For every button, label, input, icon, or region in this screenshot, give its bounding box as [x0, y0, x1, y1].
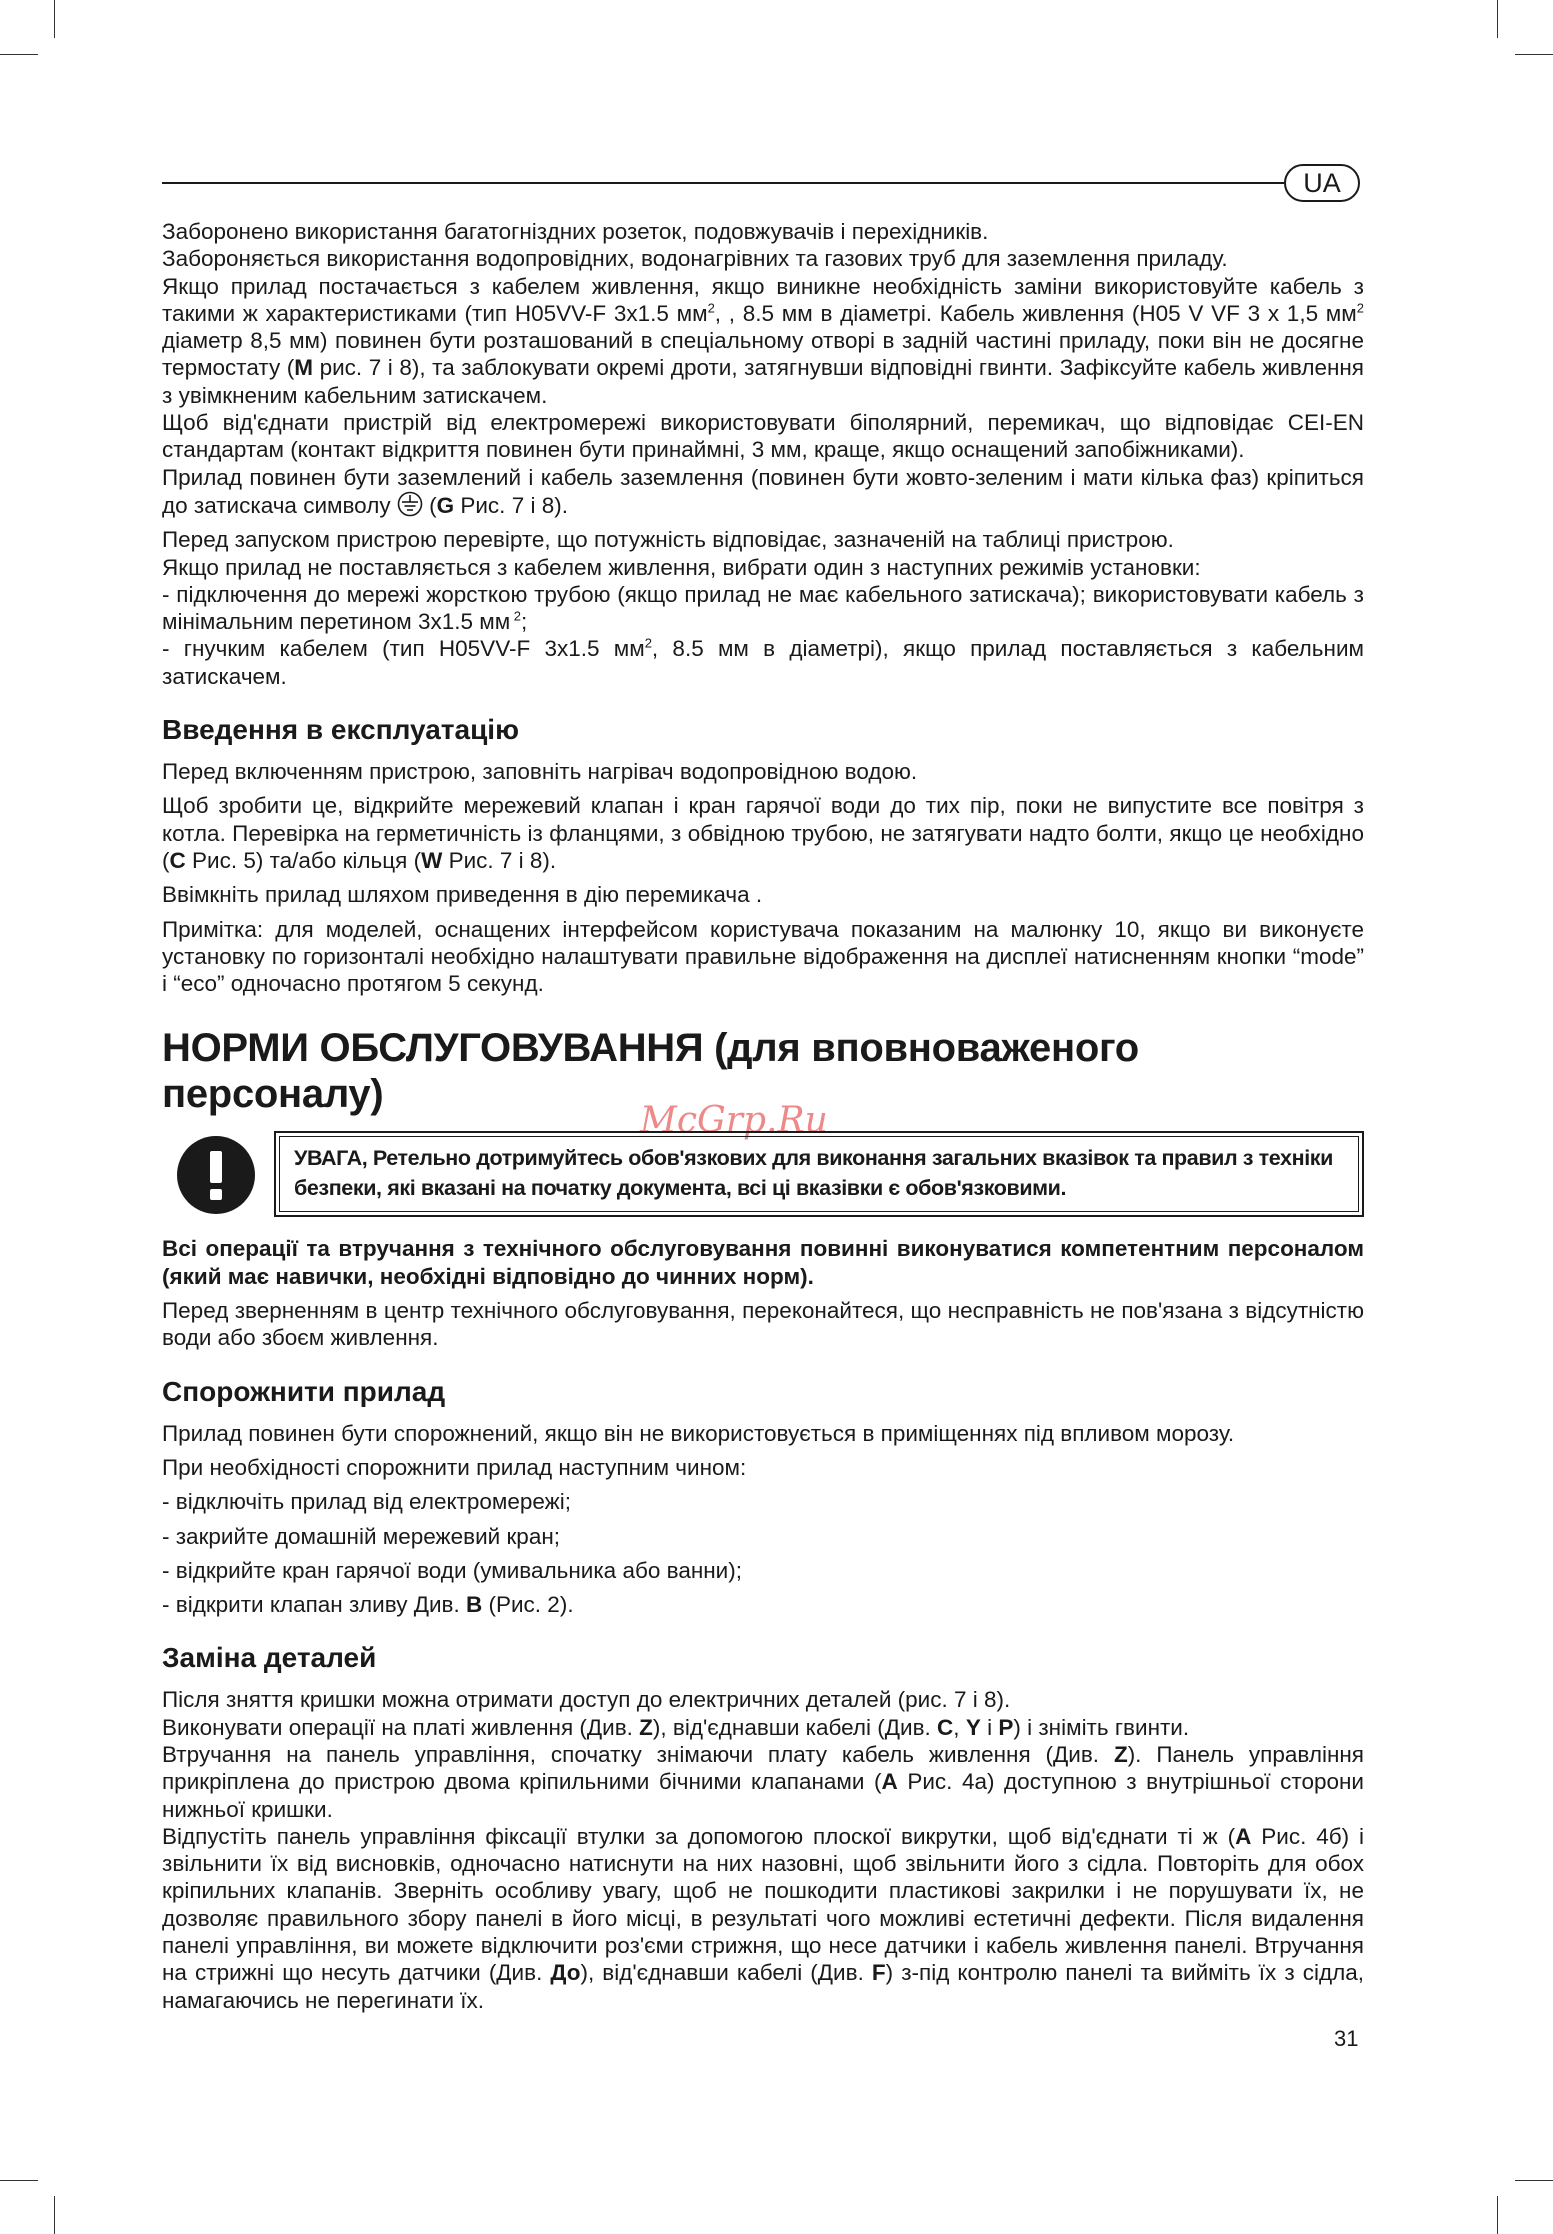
paragraph: Заборонено використання багатогніздних розеток, подовжувачів і перехідників.	[162, 219, 989, 244]
warning-box	[274, 1131, 1364, 1217]
list-item: - відключіть прилад від електромережі;	[162, 1489, 571, 1515]
crop-mark	[54, 2196, 55, 2234]
exclamation-warning-icon	[176, 1135, 256, 1215]
language-badge: UA	[1284, 164, 1360, 202]
paragraph: Якщо прилад постачається з кабелем живлення, якщо виникне необхідність заміни використовуйте кабель з такими ж характеристиками (тип H05VV-F 3x1.5 $мм^2$, , 8.5 мм в діаметрі. Кабель живлення (H05 V VF 3 x 1,5 $мм^2$ діаметр 8,5 мм) повинен бути розташований в спеціальному отворі в задній частині приладу, поки він не досягне термостату (M рис. 7 і 8), та заблокувати окремі дроти, затягнувши відповідні гвинти. Зафіксуйте кабель живлення з увімкненим кабельним затискачем.	[162, 273, 1364, 408]
page-content	[162, 218, 1364, 2014]
crop-mark	[0, 54, 38, 55]
crop-mark	[54, 0, 55, 38]
section-heading: Спорожнити прилад	[162, 1375, 446, 1407]
paragraph: Втручання на панель управління, спочатку знімаючи плату кабель живлення (Див. Z). Панель управління прикріплена до пристрою двома кріпильними бічними клапанами (A Рис. 4a) доступною з внутрішньої сторони нижньої кришки.	[162, 1741, 1364, 1822]
paragraph: Щоб від'єднати пристрій від електромережі використовувати біполярний, перемикач, що відповідає CEI-EN стандартам (контакт відкриття повинен бути принаймні, 3 мм, краще, якщо оснащений запобіжниками).	[162, 410, 1364, 463]
paragraph: Якщо прилад не поставляється з кабелем живлення, вибрати один з наступних режимів установки:	[162, 554, 1201, 580]
section-heading: Введення в експлуатацію	[162, 714, 519, 746]
paragraph: Щоб зробити це, відкрийте мережевий клапан і кран гарячої води до тих пір, поки не випустите все повітря з котла. Перевірка на герметичність із фланцями, з обвідною трубою, не затягувати надто болти, якщо це необхідно (C Рис. 5) та/або кільця (W Рис. 7 і 8).	[162, 793, 1364, 873]
paragraph: Відпустіть панель управління фіксації втулки за допомогою плоскої викрутки, щоб від'єднати ті ж (A Рис. 4б) і звільнити їх від висновків, одночасно натиснути на них назовні, щоб звільнити його з сідла. Повторіть для обох кріпильних клапанів. Зверніть особливу увагу, щоб не пошкодити пластикові закрилки і не порушувати їх, не дозволяє правильного збору панелі в його місці, в результаті чого можливі естетичні дефекти. Після видалення панелі управління, ви можете відключити роз'єми стрижня, що несе датчики і кабель живлення панелі. Втручання на стрижні що несуть датчики (Див. До), від'єднавши кабелі (Див. F) з-під контролю панелі та вийміть їх з сідла, намагаючись не перегинати їх.	[162, 1823, 1364, 2013]
paragraph: Забороняється використання водопровідних, водонагрівних та газових труб для заземлення приладу.	[162, 246, 1228, 272]
list-item: - закрийте домашній мережевий кран;	[162, 1523, 561, 1549]
crop-mark	[0, 2180, 38, 2181]
crop-mark	[1497, 2196, 1498, 2234]
list-item: - відкрити клапан зливу Див. B (Рис. 2).	[162, 1592, 574, 1618]
paragraph: Прилад повинен бути заземлений і кабель заземлення (повинен бути жовто-зеленим і мати кілька фаз) кріпиться до затискача символу (G Рис. 7 і 8).	[162, 464, 1364, 518]
paragraph: Ввімкніть прилад шляхом приведення в дію перемикача .	[162, 882, 763, 908]
paragraph: Виконувати операції на платі живлення (Див. Z), від'єднавши кабелі (Див. C, Y і P) і зніміть гвинти.	[162, 1714, 1190, 1740]
bold-paragraph: Всі операції та втручання з технічного обслуговування повинні виконуватися компетентним персоналом (який має навички, необхідні відповідно до чинних норм).	[162, 1236, 1364, 1289]
paragraph: Після зняття кришки можна отримати доступ до електричних деталей (рис. 7 і 8).	[162, 1687, 1011, 1713]
watermark: McGrp.Ru	[640, 1100, 828, 1141]
paragraph: Прилад повинен бути спорожнений, якщо він не використовується в приміщеннях під впливом морозу.	[162, 1420, 1235, 1446]
ground-symbol-icon	[397, 491, 423, 517]
crop-mark	[1515, 2180, 1553, 2181]
warning-text: УВАГА, Ретельно дотримуйтесь обов'язкових для виконання загальних вказівок та правил з техніки безпеки, які вказані на початку документа, всі ці вказівки є обов'язковими.	[279, 1136, 1359, 1212]
paragraph: Перед зверненням в центр технічного обслуговування, переконайтеся, що несправність не пов'язана з відсутністю води або збоєм живлення.	[162, 1298, 1364, 1351]
paragraph: - гнучким кабелем (тип H05VV-F 3x1.5 $мм^2$, 8.5 мм в діаметрі), якщо прилад поставляється з кабельним затискачем.	[162, 635, 1364, 689]
paragraph: При необхідності спорожнити прилад наступним чином:	[162, 1454, 747, 1480]
main-heading: НОРМИ ОБСЛУГОВУВАННЯ (для вповноваженого персоналу)	[162, 1026, 1139, 1117]
paragraph: Примітка: для моделей, оснащених інтерфейсом користувача показаним на малюнку 10, якщо ви виконуєте установку по горизонталі необхідно налаштувати правильне відображення на дисплеї натисненням кнопки “mode” і “eco” одночасно протягом 5 секунд.	[162, 916, 1364, 997]
crop-mark	[1515, 54, 1553, 55]
page-number: 31	[1334, 2026, 1359, 2051]
header-rule	[162, 182, 1284, 184]
section-heading: Заміна деталей	[162, 1642, 377, 1674]
paragraph: Перед запуском пристрою перевірте, що потужність відповідає, зазначеній на таблиці пристрою.	[162, 527, 1174, 553]
crop-mark	[1497, 0, 1498, 38]
paragraph: - підключення до мережі жорсткою трубою (якщо прилад не має кабельного затискача); використовувати кабель з мінімальним перетином 3x1.5 мм $^2$;	[162, 581, 1364, 635]
warning-notice	[162, 1131, 1364, 1217]
paragraph: Перед включенням пристрою, заповніть нагрівач водопровідною водою.	[162, 759, 918, 785]
list-item: - відкрийте кран гарячої води (умивальника або ванни);	[162, 1557, 742, 1583]
